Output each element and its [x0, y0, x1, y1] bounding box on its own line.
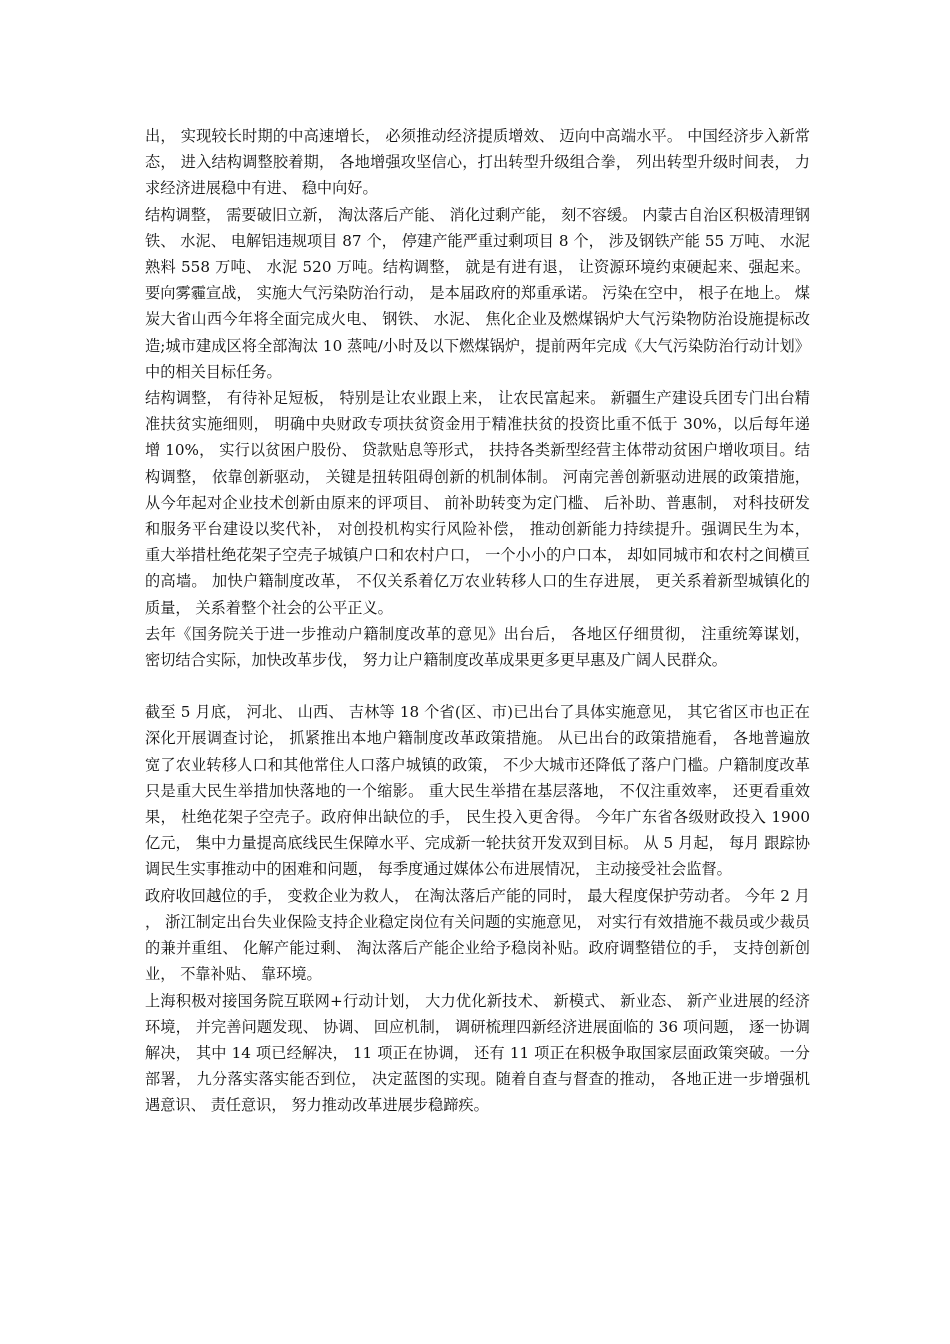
document-body — [145, 123, 810, 1119]
paragraph-3: 结构调整， 有待补足短板， 特别是让农业跟上来， 让农民富起来。 新疆生产建设兵团专门出台精准扶贫实施细则， 明确中央财政专项扶贫资金用于精准扶贫的投资比重不低于 30%，以后每年递增 10%， 实行以贫困户股份、 贷款贴息等形式， 扶持各类新型经营主体带动贫困户增收项目。结构调整， 依靠创新驱动， 关键是扭转阻碍创新的机制体制。 河南完善创新驱动进展的政策措施， 从今年起对企业技术创新由原来的评项目、 前补助转变为定门槛、 后补助、普惠制， 对科技研发和服务平台建设以奖代补， 对创投机构实行风险补偿， 推动创新能力持续提升。强调民生为本， 重大举措杜绝花架子空壳子城镇户口和农村户口， 一个小小的户口本， 却如同城市和农村之间横亘的高墙。 加快户籍制度改革， 不仅关系着亿万农业转移人口的生存进展， 更关系着新型城镇化的质量， 关系着整个社会的公平正义。 — [145, 389, 810, 617]
paragraph-6: 政府收回越位的手， 变救企业为救人， 在淘汰落后产能的同时， 最大程度保护劳动者。 今年 2 月 ， 浙江制定出台失业保险支持企业稳定岗位有关问题的实施意见， 对实行有效措施不裁员或少裁员的兼并重组、 化解产能过剩、 淘汰落后产能企业给予稳岗补贴。政府调整错位的手， 支持创新创业， 不靠补贴、 靠环境。 — [145, 886, 810, 984]
paragraph-2: 结构调整， 需要破旧立新， 淘汰落后产能、 消化过剩产能， 刻不容缓。 内蒙古自治区积极清理钢铁、 水泥、 电解铝违规项目 87 个， 停建产能严重过剩项目 8 个， 涉及钢铁产能 55 万吨、 水泥熟料 558 万吨、 水泥 520 万吨。结构调整， 就是有进有退， 让资源环境约束硬起来、强起来。 要向雾霾宣战， 实施大气污染防治行动， 是本届政府的郑重承诺。 污染在空中， 根子在地上。 煤炭大省山西今年将全面完成火电、 钢铁、 水泥、 焦化企业及燃煤锅炉大气污染物防治设施提标改造;城市建成区将全部淘汰 10 蒸吨/小时及以下燃煤锅炉，提前两年完成《大气污染防治行动计划》中的相关目标任务。 — [145, 205, 810, 381]
paragraph-4: 去年《国务院关于进一步推动户籍制度改革的意见》出台后， 各地区仔细贯彻， 注重统筹谋划， 密切结合实际，加快改革步伐， 努力让户籍制度改革成果更多更早惠及广阔人民群众。 — [145, 624, 810, 670]
paragraph-5: 截至 5 月底， 河北、 山西、 吉林等 18 个省(区、市)已出台了具体实施意见， 其它省区市也正在深化开展调查讨论， 抓紧推出本地户籍制度改革政策措施。 从已出台的政策措施看， 各地普遍放宽了农业转移人口和其他常住人口落户城镇的政策， 不少大城市还降低了落户门槛。户籍制度改革只是重大民生举措加快落地的一个缩影。 重大民生举措在基层落地， 不仅注重效率， 还更看重效果， 杜绝花架子空壳子。政府伸出缺位的手， 民生投入更舍得。 今年广东省各级财政投入 1900 亿元， 集中力量提高底线民生保障水平、完成新一轮扶贫开发双到目标。 从 5 月起， 每月 跟踪协调民生实事推动中的困难和问题， 每季度通过媒体公布进展情况， 主动接受社会监督。 — [145, 703, 810, 879]
paragraph-1: 出， 实现较长时期的中高速增长， 必须推动经济提质增效、 迈向中高端水平。 中国经济步入新常态， 进入结构调整胶着期， 各地增强攻坚信心，打出转型升级组合拳， 列出转型升级时间表， 力求经济进展稳中有进、 稳中向好。 — [145, 127, 810, 198]
paragraph-7: 上海积极对接国务院互联网+行动计划， 大力优化新技术、 新模式、 新业态、 新产业进展的经济环境， 并完善问题发现、 协调、 回应机制， 调研梳理四新经济进展面临的 36 项问题， 逐一协调解决， 其中 14 项已经解决， 11 项正在协调， 还有 11 项正在积极争取国家层面政策突破。一分部署， 九分落实落实能否到位， 决定蓝图的实现。随着自查与督查的推动， 各地正进一步增强机遇意识、 责任意识， 努力推动改革进展步稳蹄疾。 — [145, 991, 810, 1115]
